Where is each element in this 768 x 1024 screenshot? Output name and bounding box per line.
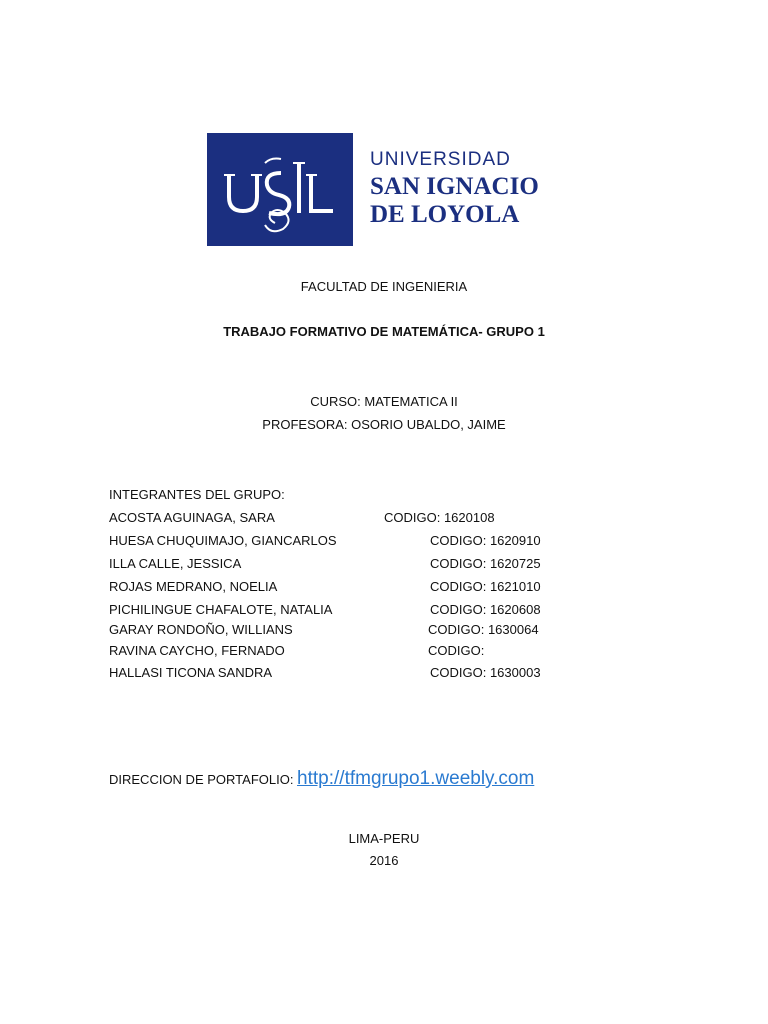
member-code: CODIGO: 1620108 [384, 510, 495, 525]
member-code: CODIGO: 1630003 [430, 665, 541, 680]
portfolio-link[interactable]: http://tfmgrupo1.weebly.com [297, 768, 535, 789]
member-name: HUESA CHUQUIMAJO, GIANCARLOS [109, 533, 337, 548]
usil-monogram-icon [207, 133, 353, 246]
place: LIMA-PERU [348, 831, 420, 846]
faculty-name: FACULTAD DE INGENIERIA [300, 279, 468, 294]
professor-name: PROFESORA: OSORIO UBALDO, JAIME [262, 417, 506, 432]
year: 2016 [369, 853, 399, 868]
university-name-line2: SAN IGNACIO [370, 173, 539, 200]
portfolio-line [109, 768, 534, 790]
member-name: ACOSTA AGUINAGA, SARA [109, 510, 275, 525]
portfolio-label: DIRECCION DE PORTAFOLIO: [109, 772, 298, 787]
member-code: CODIGO: 1620910 [430, 533, 541, 548]
member-name: HALLASI TICONA SANDRA [109, 665, 273, 680]
course-name: CURSO: MATEMATICA II [310, 394, 458, 409]
member-code: CODIGO: 1621010 [430, 579, 541, 594]
member-name: PICHILINGUE CHAFALOTE, NATALIA [109, 602, 333, 617]
university-name-line3: DE LOYOLA [370, 201, 520, 228]
members-heading: INTEGRANTES DEL GRUPO: [109, 487, 285, 502]
member-name: ROJAS MEDRANO, NOELIA [109, 579, 278, 594]
member-name: RAVINA CAYCHO, FERNADO [109, 643, 285, 658]
member-name: GARAY RONDOÑO, WILLIANS [109, 622, 293, 637]
member-code: CODIGO: [428, 643, 485, 658]
document-title: TRABAJO FORMATIVO DE MATEMÁTICA- GRUPO 1 [223, 324, 545, 339]
university-name-line1: UNIVERSIDAD [370, 149, 511, 170]
member-code: CODIGO: 1620608 [430, 602, 541, 617]
member-code: CODIGO: 1630064 [428, 622, 539, 637]
university-logo-emblem [207, 133, 353, 246]
member-name: ILLA CALLE, JESSICA [109, 556, 242, 571]
member-code: CODIGO: 1620725 [430, 556, 541, 571]
